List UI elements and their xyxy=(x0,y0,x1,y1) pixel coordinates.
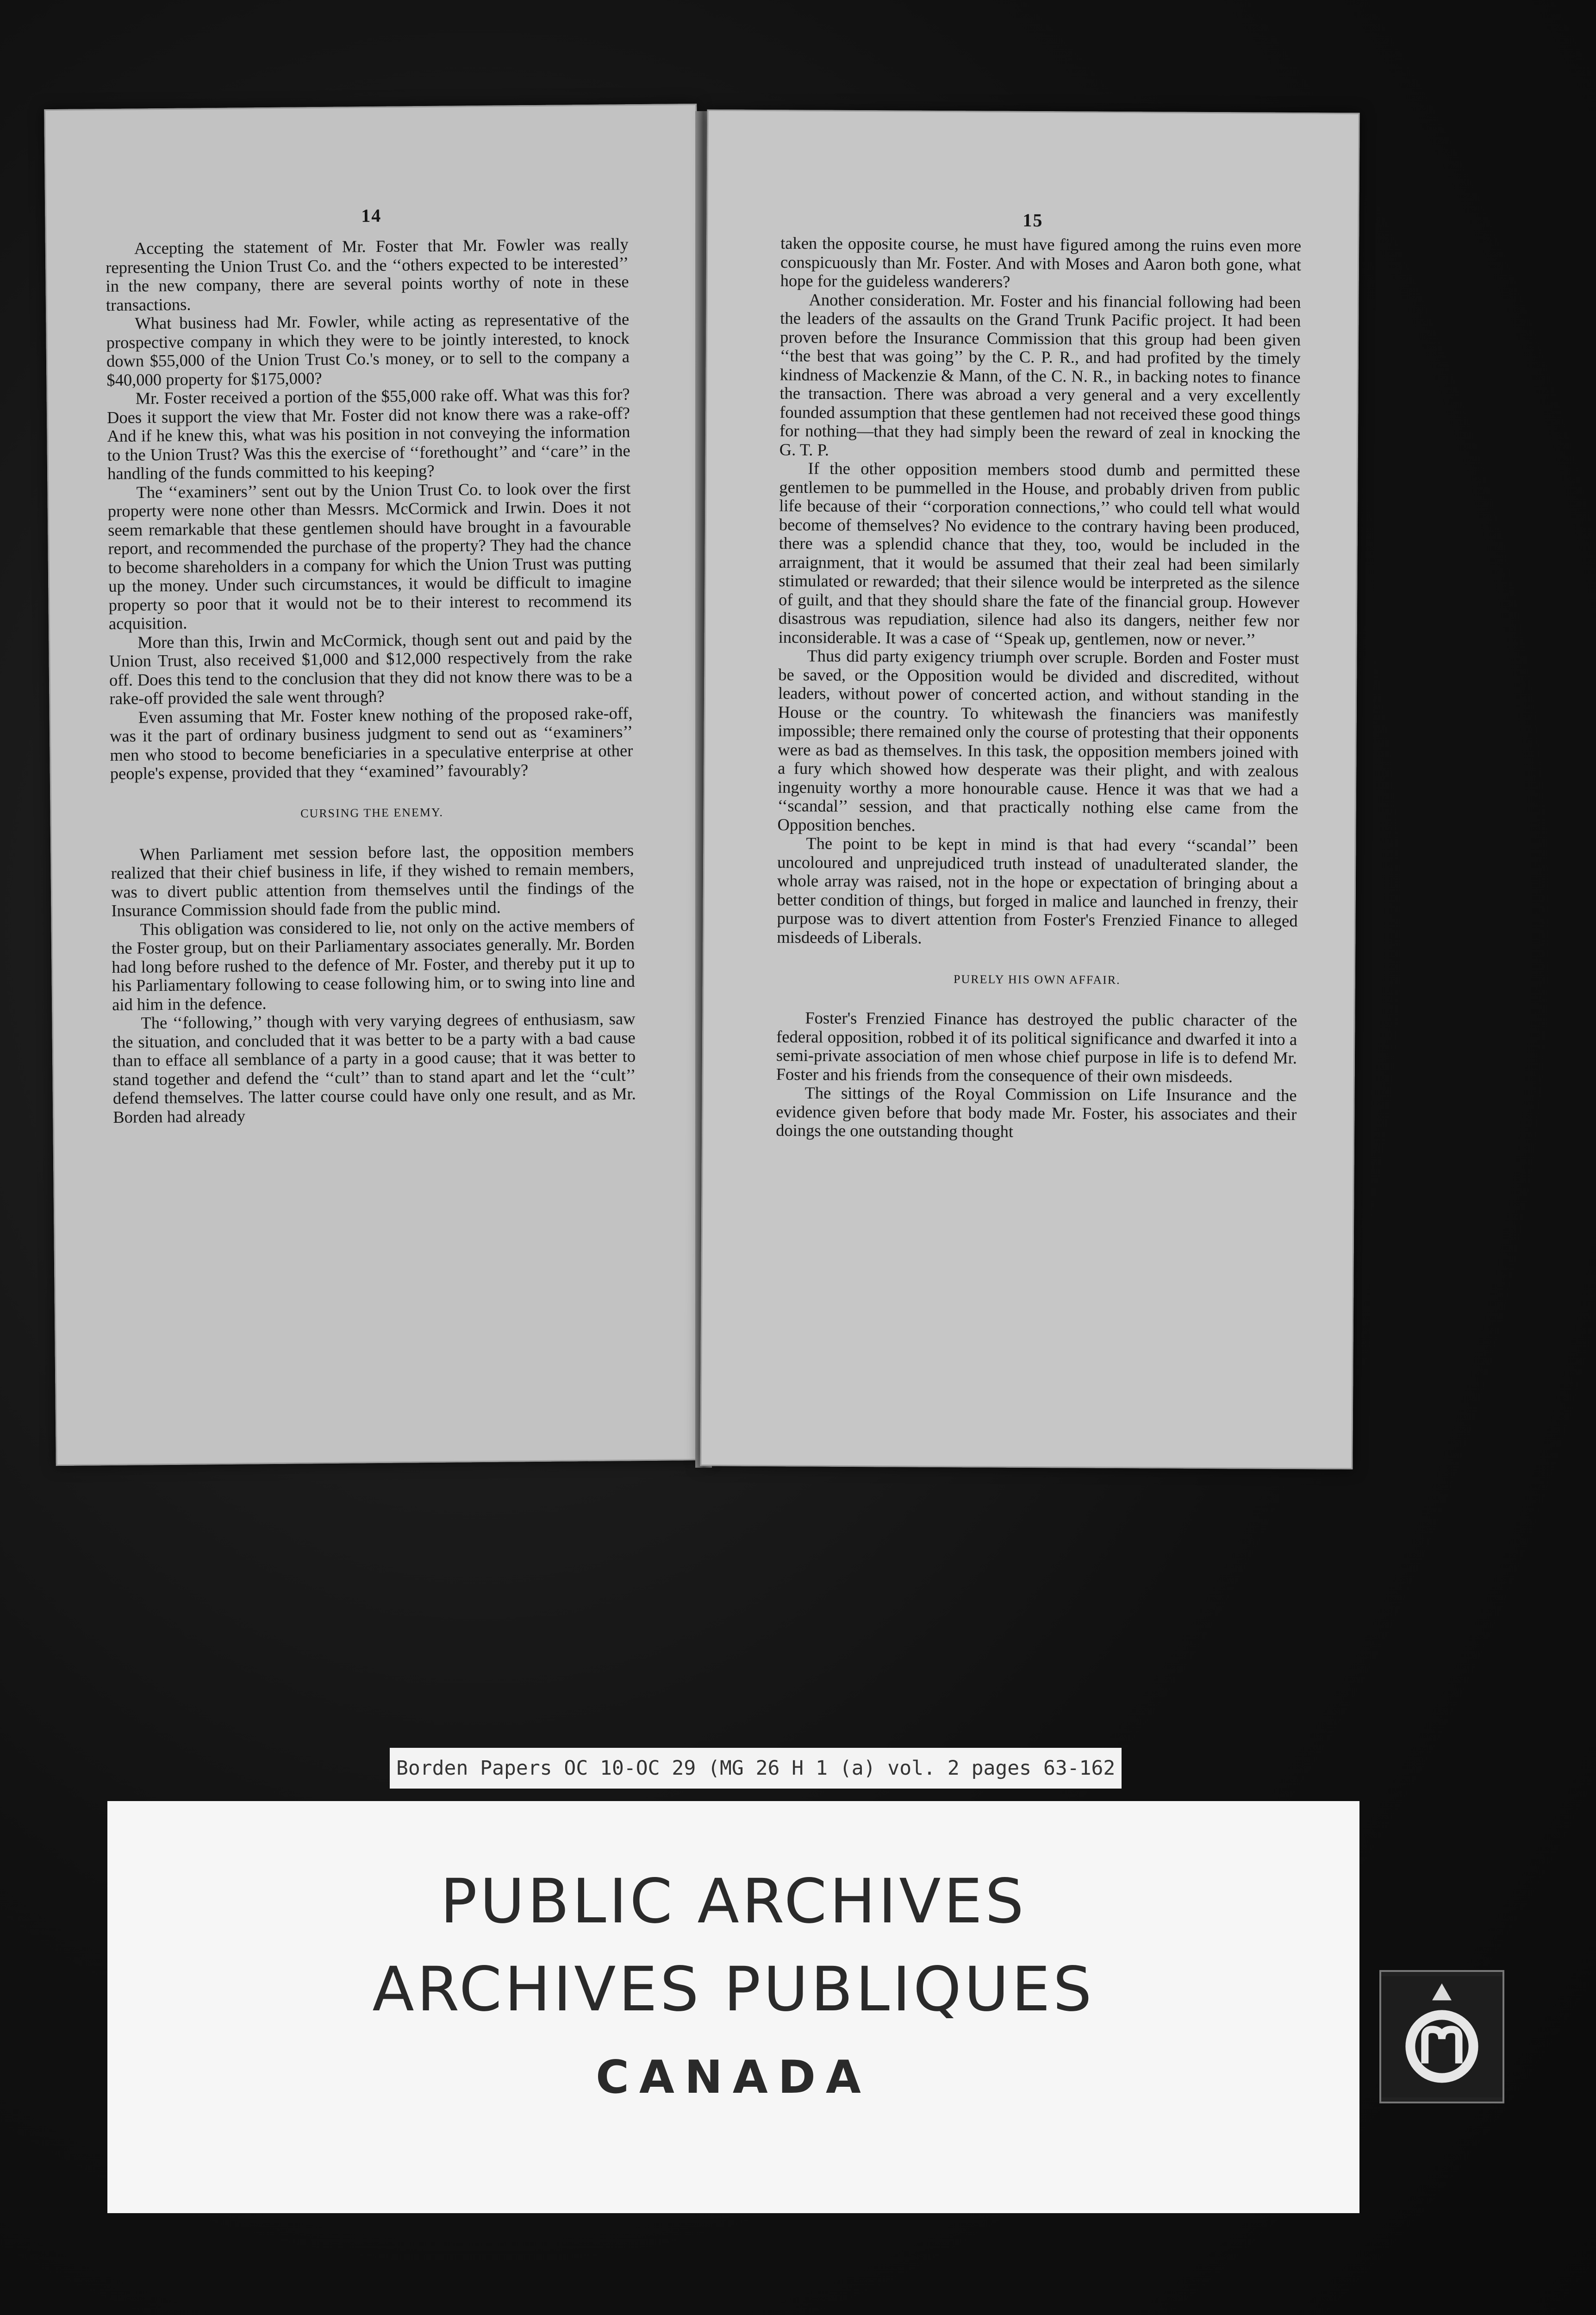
section-heading: PURELY HIS OWN AFFAIR. xyxy=(953,972,1121,987)
paragraph: Mr. Foster received a portion of the $55,000 rake off. What was this for? Does it support the view that Mr. Foster did not know there was a rake-off? And if he knew this, what was his position in not conveying the information to the Union Trust? Was this the exercise of ‘‘forethought’’ and ‘‘care’’ in the handling of the funds committed to his keeping? xyxy=(106,384,630,483)
left-page-text xyxy=(106,235,636,1126)
paragraph: Another consideration. Mr. Foster and his financial following had been the leaders of the assaults on the Grand Trunk Pacific project. It had been proven before the Insurance Commission that this group had been given ‘‘the best that was going’’ by the C. P. R., and had profited by the timely kindness of Mackenzie & Mann, of the C. N. R., in backing notes to finance the transaction. There was abroad a very general and a very excellently founded assumption that these gentlemen had not received these good things for nothing—that they had simply been the reward of zeal in knocking the G. T. P. xyxy=(779,289,1301,459)
microfilm-logo-icon xyxy=(1379,1970,1504,2103)
reference-label: Borden Papers OC 10-OC 29 (MG 26 H 1 (a) vol. 2 pages 63-162 xyxy=(390,1748,1122,1789)
archives-line-2: ARCHIVES PUBLIQUES xyxy=(372,1954,1095,2025)
paragraph: The ‘‘following,’’ though with very varying degrees of enthusiasm, saw the situation, and concluded that it was better to be a party with a bad cause than to efface all semblance of a party in a good cause; that it was better to stand together and defend the ‘‘cult’’ than to stand apart and let the ‘‘cult’’ defend themselves. The latter course could have only one result, and as Mr. Borden had already xyxy=(112,1009,636,1126)
paragraph: Thus did party exigency triumph over scruple. Borden and Foster must be saved, or the Opposition would be divided and discredited, without leaders, without power of concerted action, and without standing in the House or the country. To whitewash the financiers was manifestly impossible; there remained only the course of protesting that their opponents were as bad as themselves. In this task, the opposition members joined with a fury which showed how desperate was their plight, and with zealous ingenuity worthy a more honourable cause. Hence it was that we had a ‘‘scandal’’ session, and that practically nothing else came from the Opposition benches. xyxy=(777,646,1299,835)
page-number: 15 xyxy=(1022,209,1043,231)
section-heading: CURSING THE ENEMY. xyxy=(300,805,444,820)
paragraph: More than this, Irwin and McCormick, though sent out and paid by the Union Trust, also received $1,000 and $12,000 respectively from the rake off. Does this tend to the conclusion that they did not know there was to be a rake-off provided the sale went through? xyxy=(109,628,633,708)
paragraph: Foster's Frenzied Finance has destroyed the public character of the federal opposition, robbed it of its political significance and dwarfed it into a semi-private association of men whose chief purpose in life is to defend Mr. Foster and his friends from the consequence of their own misdeeds. xyxy=(776,1008,1297,1086)
paragraph: taken the opposite course, he must have figured among the ruins even more conspicuously than Mr. Foster. And with Moses and Aaron both gone, what hope for the guideless wanderers? xyxy=(780,233,1302,291)
right-page xyxy=(700,109,1359,1469)
right-page-text xyxy=(776,234,1301,1142)
paragraph: When Parliament met session before last, the opposition members realized that their chief business in life, if they wished to remain members, was to divert public attention from themselves until the findings of the Insurance Commission should fade from the public mind. xyxy=(111,840,635,920)
left-page xyxy=(44,104,709,1466)
paragraph: What business had Mr. Fowler, while acting as representative of the prospective company in which they were to be jointly interested, to knock down $55,000 of the Union Trust Co.'s money, or to sell to the company a $40,000 property for $175,000? xyxy=(106,309,630,389)
archives-line-3: CANADA xyxy=(596,2051,871,2104)
paragraph: If the other opposition members stood dumb and permitted these gentlemen to be pummelled in the House, and probably driven from public life because of their ‘‘corporation connections,’’ who could tell what would become of themselves? No evidence to the contrary having been produced, there was a splendid chance that they, too, would be included in the arraignment, that it would be assumed that their zeal had been similarly stimulated or rewarded; that their silence would be interpreted as the silence of guilt, and that they should share the fate of the financial group. However disastrous was repudiation, silence had also its dangers, neither few nor inconsiderable. It was a case of ‘‘Speak up, gentlemen, now or never.’’ xyxy=(778,458,1300,649)
archives-card xyxy=(107,1801,1359,2213)
paragraph: This obligation was considered to lie, not only on the active members of the Foster group, but on their Parliamentary associates generally. Mr. Borden had long before rushed to the defence of Mr. Foster, and thereby put it up to his Parliamentary following to cease following him, or to swing into line and aid him in the defence. xyxy=(111,915,635,1014)
paragraph: The sittings of the Royal Commission on Life Insurance and the evidence given before that body made Mr. Foster, his associates and their doings the one outstanding thought xyxy=(776,1083,1297,1141)
page-number: 14 xyxy=(361,205,382,226)
archives-line-1: PUBLIC ARCHIVES xyxy=(440,1866,1027,1937)
paragraph: The ‘‘examiners’’ sent out by the Union Trust Co. to look over the first property were none other than Messrs. McCormick and Irwin. Does it not seem remarkable that these gentlemen should have brought in a favourable report, and recommended the purchase of the property? They had the chance to become shareholders in a company for which the Union Trust was putting up the money. Under such circumstances, it would be difficult to imagine property so poor that it would not be to their interest to recommend its acquisition. xyxy=(107,478,632,633)
paragraph: Accepting the statement of Mr. Foster that Mr. Fowler was really representing the Union Trust Co. and the ‘‘others expected to be interested’’ in the new company, there are several points worthy of note in these transactions. xyxy=(106,234,629,314)
paragraph: Even assuming that Mr. Foster knew nothing of the proposed rake-off, was it the part of ordinary business judgment to send out as ‘‘examiners’’ men who stood to become beneficiaries in a speculative enterprise at other people's expense, provided that they ‘‘examined’’ favourably? xyxy=(109,703,633,783)
paragraph: The point to be kept in mind is that had every ‘‘scandal’’ been uncoloured and unprejudiced truth instead of unadulterated slander, the whole array was raised, not in the hope or expectation of bringing about a better condition of things, but forged in malice and launched in frenzy, their purpose was to divert attention from Foster's Frenzied Finance to alleged misdeeds of Liberals. xyxy=(777,833,1298,947)
